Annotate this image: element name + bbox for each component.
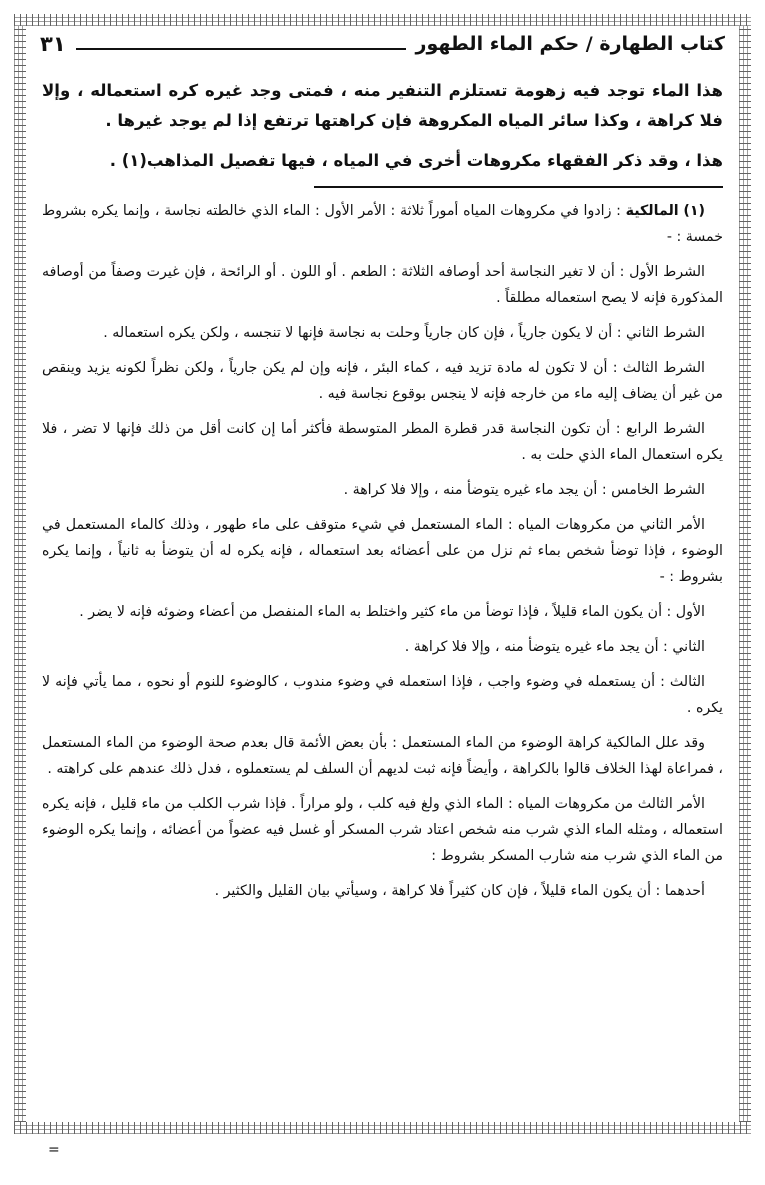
- footnote-paragraph: الشرط الخامس : أن يجد ماء غيره يتوضأ منه ، وإلا فلا كراهة .: [343, 482, 705, 498]
- footnote-separator: [314, 186, 723, 188]
- footnote-paragraph: [42, 198, 723, 250]
- footnote-mark: (١): [683, 203, 705, 219]
- footnote-paragraph: الشرط الأول : أن لا تغير النجاسة أحد أوصافه الثلاثة : الطعم . أو اللون . أو الرائحة ، فإن غيرت وصفاً من أوصافه المذكورة فإنه لا يصح استعماله مطلقاً .: [42, 264, 723, 306]
- footnote-paragraph: الأمر الثاني من مكروهات المياه : الماء المستعمل في شيء متوقف على ماء طهور ، وذلك كالماء المستعمل في الوضوء ، فإذا توضأ شخص بماء ثم نزل من على أعضائه بعد استعماله ، فإنه يكره له أن يتوضأ به ثانياً ، وإنما يكره بشروط : -: [42, 517, 723, 585]
- running-header: [40, 24, 725, 64]
- ornamental-border-left: [14, 26, 26, 1122]
- footnote-school: المالكية: [625, 203, 679, 219]
- ornamental-border-right: [739, 26, 751, 1122]
- margin-marker: =: [48, 1142, 60, 1158]
- footnote-first-text: : زادوا في مكروهات المياه أموراً ثلاثة : الأمر الأول : الماء الذي خالطته نجاسة ، وإنما يكره بشروط خمسة : -: [42, 203, 723, 245]
- footnote-paragraph: الثاني : أن يجد ماء غيره يتوضأ منه ، وإلا فلا كراهة .: [404, 639, 705, 655]
- footnote-paragraph: الشرط الثاني : أن لا يكون جارياً ، فإن كان جارياً وحلت به نجاسة فإنها لا تنجسه ، ولكن يكره استعماله .: [103, 325, 705, 341]
- footnote-paragraph: الأمر الثالث من مكروهات المياه : الماء الذي ولغ فيه كلب ، ولو مراراً . فإذا شرب الكلب من ماء قليل ، فإنه يكره استعماله ، ومثله الماء الذي شرب منه شخص اعتاد شرب المسكر أو غسل فيه عضواً من أعضائه ، وإنما يكره الوضوء من الماء الذي شرب منه شارب المسكر بشروط :: [42, 796, 723, 864]
- footnote-paragraph: وقد علل المالكية كراهة الوضوء من الماء المستعمل : بأن بعض الأئمة قال بعدم صحة الوضوء من الماء المستعمل ، فمراعاة لهذا الخلاف قالوا بالكراهة ، وأيضاً فإنه ثبت لديهم أن السلف لم يستعملوه ، فدل ذلك عندهم على كراهته .: [42, 735, 723, 777]
- footnote-paragraph: الثالث : أن يستعمله في وضوء واجب ، فإذا استعمله في وضوء مندوب ، كالوضوء للنوم أو نحوه ، مما يأتي فإنه لا يكره .: [42, 674, 723, 716]
- footnote-paragraph: الشرط الثالث : أن لا تكون له مادة تزيد فيه ، كماء البئر ، فإنه وإن لم يكن جارياً ، ولكن نظراً لكونه يزيد وينقص من غير أن يضاف إليه ماء من خارجه فإنه لا ينجس بوقوع نجاسة فيه .: [42, 360, 723, 402]
- main-paragraph: هذا الماء توجد فيه زهومة تستلزم التنفير منه ، فمتى وجد غيره كره استعماله ، وإلا فلا كراهة ، وكذا سائر المياه المكروهة فإن كراهتها ترتفع إذا لم يوجد غيرها .: [42, 81, 723, 130]
- footnote-paragraph: الشرط الرابع : أن تكون النجاسة قدر قطرة المطر المتوسطة فأكثر أما إن كانت أقل من ذلك فإنها لا تضر ، فلا يكره استعمال الماء الذي حلت به .: [42, 421, 723, 463]
- header-rule: [76, 48, 406, 50]
- footnote-paragraph: الأول : أن يكون الماء قليلاً ، فإذا توضأ من ماء كثير واختلط به الماء المنفصل من أعضاء وضوئه فإنه لا يضر .: [79, 604, 705, 620]
- page-body: [42, 76, 723, 913]
- running-title: كتاب الطهارة / حكم الماء الطهور: [415, 33, 725, 55]
- ornamental-border-bottom: [14, 1122, 751, 1134]
- footnote-text: [42, 198, 723, 904]
- main-text: [42, 76, 723, 176]
- page-number: ٣١: [40, 32, 66, 56]
- main-paragraph: هذا ، وقد ذكر الفقهاء مكروهات أخرى في المياه ، فيها تفصيل المذاهب(١) .: [109, 151, 723, 170]
- footnote-paragraph: أحدهما : أن يكون الماء قليلاً ، فإن كان كثيراً فلا كراهة ، وسيأتي بيان القليل والكثير .: [214, 883, 705, 899]
